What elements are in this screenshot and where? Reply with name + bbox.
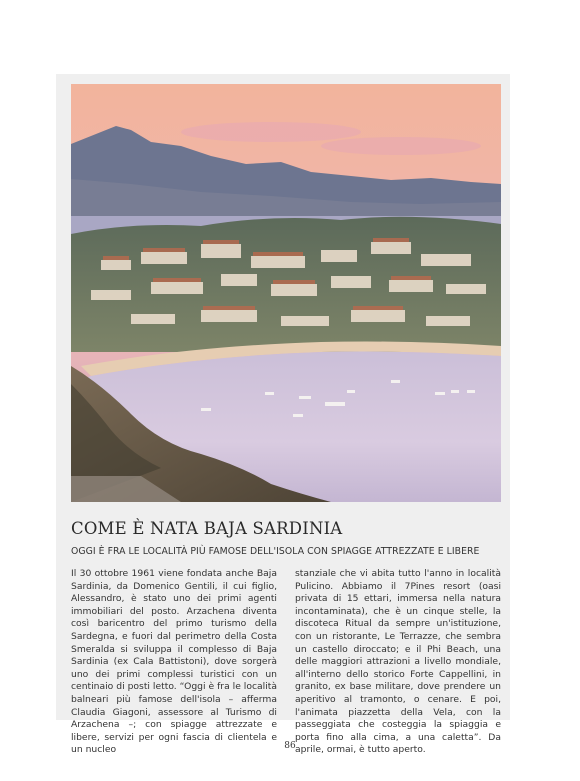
- article-title: COME È NATA BAJA SARDINIA: [71, 519, 343, 538]
- body-column-left: Il 30 ottobre 1961 viene fondata anche Baja Sardinia, da Domenico Gentili, il cui figlio, Alessandro, è stato uno dei primi agenti immobiliari del posto. Arzachena diventa così baricentro del primo turismo della Sardegna, e fuori dal perimetro della Costa Smeralda si sviluppa il complesso di Baja Sardinia (ex Cala Battistoni), dove sorgerà uno dei primi complessi turistici con un centinaio di posti letto. “Oggi è fra le località balneari più famose dell'isola – afferma Claudia Giagoni, assessore al Turismo di Arzachena –; con spiagge attrezzate e libere, servizi per ogni fascia di clientela e un nucleo: [71, 568, 277, 756]
- coastal-town-illustration: [71, 84, 501, 502]
- body-column-right: stanziale che vi abita tutto l'anno in località Pulicino. Abbiamo il 7Pines resort (oasi privata di 15 ettari, immersa nella natura incontaminata), che è un cinque stelle, la discoteca Ritual da sempre un'istituzione, con un ristorante, Le Terrazze, che sembra un castello diroccato; e il Phi Beach, una delle maggiori attrazioni a livello mondiale, all'interno dello storico Forte Cappellini, in granito, ex base militare, dove prendere un aperitivo al tramonto, o cenare. E poi, l'animata piazzetta della Vela, con la passeggiata che costeggia la spiaggia e porta fino alla cima, a una caletta”. Da aprile, ormai, è tutto aperto.: [295, 568, 501, 756]
- article-subtitle: OGGI È FRA LE LOCALITÀ PIÙ FAMOSE DELL'ISOLA CON SPIAGGE ATTREZZATE E LIBERE: [71, 546, 480, 557]
- page-number: 86: [284, 741, 296, 751]
- article-body: [71, 568, 501, 757]
- baja-sardinia-photo: [71, 84, 501, 502]
